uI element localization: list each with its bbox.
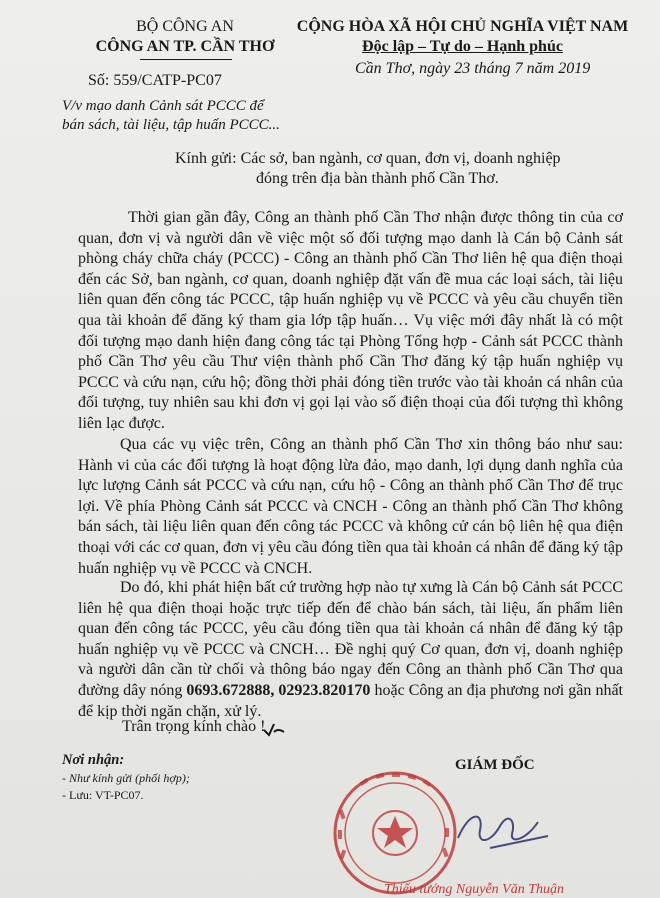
subject-line-2: bán sách, tài liệu, tập huấn PCCC... (62, 117, 280, 133)
agency-underline (140, 59, 232, 60)
closing-greeting: Trân trọng kính chào ! (122, 718, 266, 735)
body-paragraph-3 (78, 578, 623, 722)
body-paragraph-3-text: Do đó, khi phát hiện bất cứ trường hợp nào tự xưng là Cán bộ Cảnh sát PCCC liên hệ qua điện thoại hoặc trực tiếp đến để chào bán sách, tài liệu, ấn phẩm liên quan đến công tác PCCC, yêu cầu đóng tiền qua tài khoản cá nhân để đăng ký tập huấn nghiệp vụ về PCCC và CNCH… Đề nghị quý Cơ quan, đơn vị, doanh nghiệp và người dân cần từ chối và thông báo ngay đến Công an thành phố Cần Thơ qua đường dây nóng (78, 579, 623, 699)
body-paragraph-2 (78, 435, 623, 579)
subject-line-1: V/v mạo danh Cảnh sát PCCC để (62, 98, 264, 114)
body-paragraph-3-tail: hoặc Công an địa phương nơi gần nhất để kịp thời ngăn chặn, xử lý. (78, 681, 623, 720)
recipients-heading: Nơi nhận: (62, 752, 125, 768)
body-paragraph-2-text: Qua các vụ việc trên, Công an thành phố Cần Thơ xin thông báo như sau: Hành vi của các đối tượng là hoạt động lừa đảo, mạo danh, lợi dụng danh nghĩa của lực lượng Cảnh sát PCCC và cứu nạn, cứu hộ - Công an thành phố Cần Thơ để trục lợi. Về phía Phòng Cảnh sát PCCC và CNCH - Công an thành phố Cần Thơ không bán sách, tài liệu liên quan đến công tác PCCC và không cử cán bộ liên hệ qua điện thoại với các cơ quan, đơn vị yêu cầu đóng tiền qua tài khoản cá nhân để đăng ký tập huấn nghiệp vụ về PCCC và CNCH. (78, 436, 623, 577)
document-number: Số: 559/CATP-PC07 (88, 72, 222, 89)
recipient-line-2: đóng trên địa bàn thành phố Cần Thơ. (256, 170, 499, 187)
recipient-item-2: - Lưu: VT-PC07. (62, 788, 144, 802)
handwritten-check-icon (262, 720, 286, 738)
hotline-numbers: 0693.672888, 02923.820170 (186, 681, 371, 699)
signature-icon (450, 800, 560, 860)
red-seal-icon (330, 768, 460, 898)
motto: Độc lập – Tự do – Hạnh phúc (362, 38, 563, 55)
body-paragraph-1-text: Thời gian gần đây, Công an thành phố Cần Thơ nhận được thông tin của cơ quan, đơn vị và người dân về việc một số đối tượng mạo danh là Cán bộ Cảnh sát phòng cháy chữa cháy (PCCC) - Công an thành phố Cần Thơ liên hệ qua điện thoại đến các Sở, ban ngành, cơ quan, doanh nghiệp đặt vấn đề mua các loại sách, tài liệu liên quan đến công tác PCCC, tập huấn nghiệp vụ về PCCC và yêu cầu chuyển tiền qua tài khoản để đăng ký tham gia lớp tập huấn… Vụ việc mới đây nhất là có một đối tượng mạo danh hiện đang công tác tại Phòng Tổng hợp - Cảnh sát PCCC thành phố Cần Thơ yêu cầu Thư viện thành phố Cần Thơ đăng ký tập huấn nghiệp vụ PCCC và cứu nạn, cứu hộ; đồng thời phải đóng tiền trước vào tài khoản cá nhân của đối tượng, tuy nhiên sau khi đơn vị gọi lại vào số điện thoại của đối tượng thì không liên lạc được. (78, 209, 623, 432)
signer-title: GIÁM ĐỐC (455, 757, 535, 773)
recipient-line-1: Kính gửi: Các sở, ban ngành, cơ quan, đơn vị, doanh nghiệp (175, 150, 561, 167)
signer-name: Thiếu tướng Nguyễn Văn Thuận (384, 882, 564, 897)
recipient-item-1: - Như kính gửi (phối hợp); (62, 771, 190, 785)
ministry-name: BỘ CÔNG AN (136, 18, 234, 35)
country-name: CỘNG HÒA XÃ HỘI CHỦ NGHĨA VIỆT NAM (296, 18, 629, 35)
document-date: Cần Thơ, ngày 23 tháng 7 năm 2019 (355, 60, 591, 77)
agency-name: CÔNG AN TP. CẦN THƠ (95, 38, 275, 55)
body-paragraph-1 (78, 208, 623, 435)
